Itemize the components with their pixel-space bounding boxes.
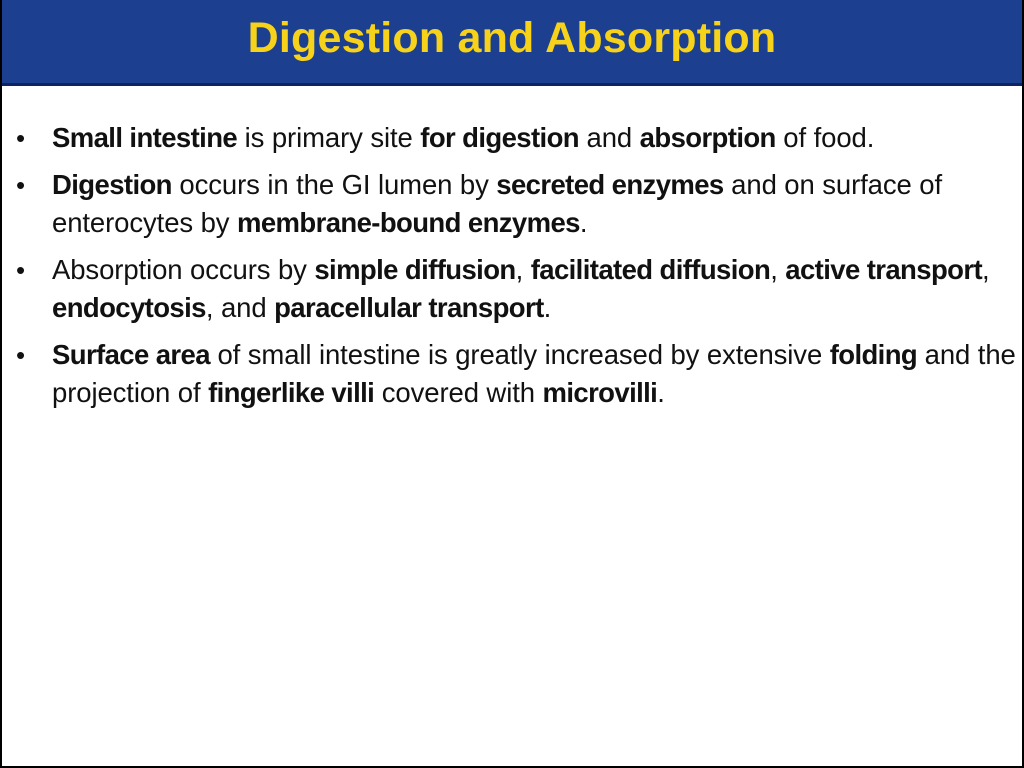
- slide-content: [14, 119, 1019, 421]
- bullet-item: [14, 336, 1019, 412]
- bullet-text: occurs in the GI lumen by: [171, 169, 497, 200]
- bullet-dot-icon: •: [16, 123, 26, 153]
- bold-term: Surface area: [52, 339, 210, 370]
- bullet-text: , and: [205, 292, 275, 323]
- bullet-dot-icon: •: [16, 170, 26, 200]
- bullet-text: and the projection of: [52, 339, 1016, 408]
- bullet-text: of food.: [775, 122, 875, 153]
- bullet-text: .: [579, 207, 588, 238]
- bullet-text: and on surface of enterocytes by: [52, 169, 942, 238]
- bold-term: Small intestine: [52, 122, 238, 153]
- bold-term: facilitated diffusion: [530, 254, 771, 285]
- bold-term: active transport: [785, 254, 982, 285]
- bullet-text: ,: [515, 254, 531, 285]
- bullet-text: is primary site: [237, 122, 421, 153]
- bold-term: folding: [829, 339, 918, 370]
- bullet-text: covered with: [374, 377, 543, 408]
- bold-term: membrane-bound enzymes: [237, 207, 580, 238]
- bold-term: simple diffusion: [314, 254, 516, 285]
- slide-title: Digestion and Absorption: [247, 14, 777, 62]
- bold-term: for digestion: [420, 122, 579, 153]
- bullet-text: Absorption occurs by: [52, 254, 315, 285]
- bold-term: paracellular transport: [274, 292, 544, 323]
- bold-term: Digestion: [52, 169, 172, 200]
- bullet-item: [14, 166, 1019, 242]
- bold-term: absorption: [639, 122, 776, 153]
- bullet-dot-icon: •: [16, 255, 26, 285]
- bold-term: microvilli: [542, 377, 658, 408]
- bullet-text: ,: [770, 254, 786, 285]
- bullet-text: .: [543, 292, 552, 323]
- bullet-list: [14, 119, 1019, 412]
- bold-term: secreted enzymes: [496, 169, 724, 200]
- bold-term: fingerlike villi: [208, 377, 375, 408]
- bullet-dot-icon: •: [16, 340, 26, 370]
- bullet-text: and: [579, 122, 640, 153]
- title-bar: [2, 0, 1022, 86]
- bullet-item: [14, 119, 1019, 157]
- bold-term: endocytosis: [52, 292, 206, 323]
- bullet-item: [14, 251, 1019, 327]
- bullet-text: of small intestine is greatly increased by extensive: [209, 339, 830, 370]
- bullet-text: ,: [982, 254, 990, 285]
- bullet-text: .: [657, 377, 665, 408]
